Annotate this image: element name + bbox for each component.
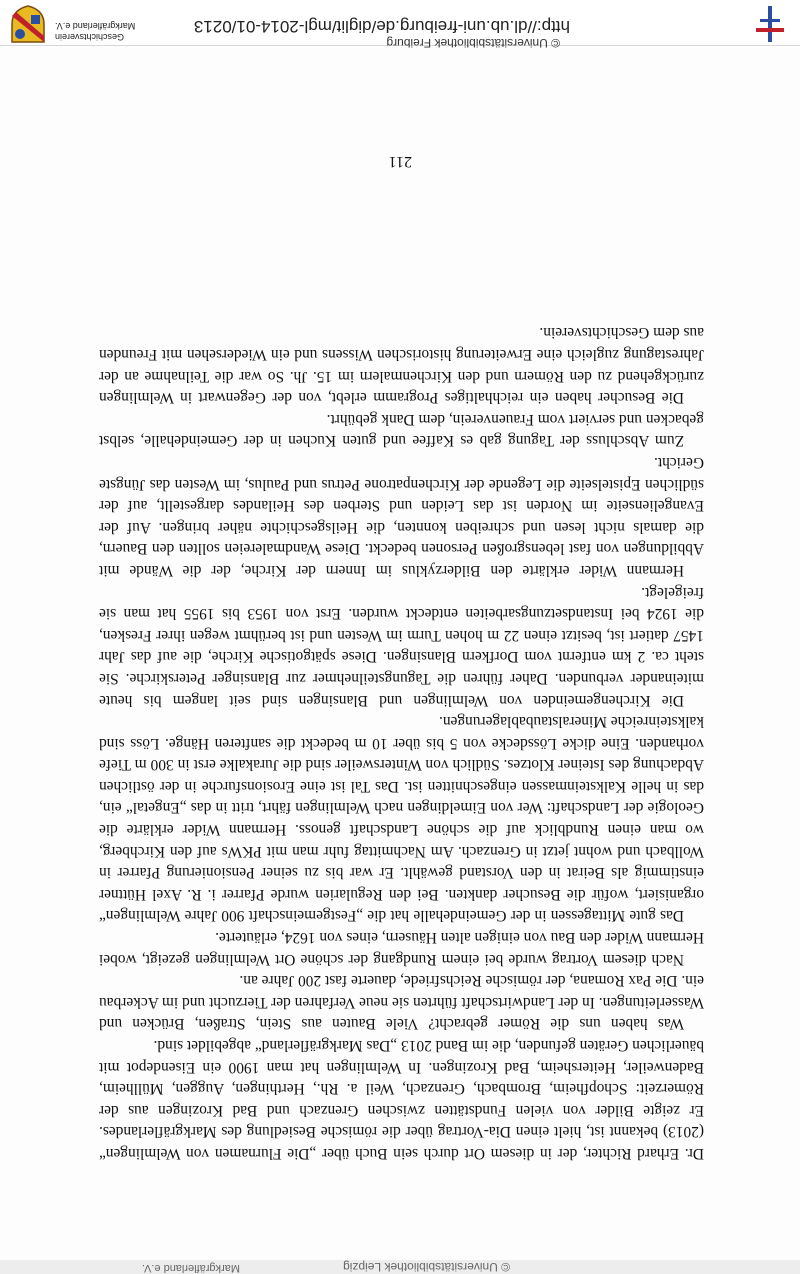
- paragraph: Das gute Mittagessen in der Gemeindehalle hat die „Festgemeinschaft 900 Jahre Welmlingen“ organisiert, wofür die Besucher dankten. Bei den Regularien wurde Pfarrer i. R. Axel Hüttner einstimmig als Beirat in den Vorstand gewählt. Er war bis zu seiner Pensionierung Pfarrer in Wollbach und wohnt jetzt in Grenzach. Am Nachmittag fuhr man mit PKWs auf den Kirchberg, wo man einen Rundblick auf die schöne Landschaft genoss. Hermann Wider erklärte die Geologie der Landschaft: Wer von Eimeldingen nach Welmlingen fährt, tritt in das „Engetal“ ein, das in helle Kalksteinmassen eingeschnitten ist. Das Tal ist eine Erosionsfurche in der östlichen Abdachung des Isteiner Klotzes. Südlich von Wintersweiler sind die Jurakalke erst in 300 m Tiefe vorhanden. Eine dicke Lössdecke von 5 bis über 10 m bedeckt die sanfteren Hänge. Löss sind kalksteinreiche Mineralstaubablagerungen.: [99, 713, 704, 925]
- bottom-strip-copyright: © Universitätsbibliothek Leipzig: [343, 1260, 510, 1274]
- paragraph: Was haben uns die Römer gebracht? Viele Bauten aus Stein, Straßen, Brücken und Wasserleitungen. In der Landwirtschaft führten sie neue Verfahren der Tierzucht und im Ackerbau ein. Die Pax Romana, der römische Reichsfriede, dauerte fast 200 Jahre an.: [99, 972, 704, 1033]
- page-body: [99, 322, 704, 1164]
- paragraph: Die Kirchengemeinden von Welmlingen und Blansingen sind seit langem bis heute miteinander verbunden. Daher führen die Tagungsteilnehmer zur Blansinger Peterskirche. Sie steht ca. 2 km entfernt vom Dorfkern Blansingen. Diese spätgotische Kirche, die auf das Jahr 1457 datiert ist, besitzt einen 22 m hohen Turm im Westen und ist berühmt wegen ihrer Fresken, die 1924 bei Instandsetzungsarbeiten entdeckt wurden. Erst von 1953 bis 1955 hat man sie freigelegt.: [99, 583, 704, 709]
- page-url-link[interactable]: http://dl.ub.uni-freiburg.de/diglit/mgl-2014-01/0213: [193, 17, 570, 36]
- bottom-strip: [0, 1260, 800, 1274]
- bottom-strip-society: Markgräflerland e.V.: [141, 1262, 240, 1274]
- coat-of-arms-icon: [8, 4, 48, 46]
- page-number: 211: [388, 153, 412, 170]
- paragraph: Dr. Erhard Richter, der in diesem Ort durch sein Buch über „Die Flurnamen von Welmlingen“ (2013) bekannt ist, hielt einen Dia-Vortrag über die römische Besiedlung des Markgräflerlandes. Er zeigte Bilder von vielen Fundstätten zwischen Grenzach und Bad Krozingen aus der Römerzeit: Schopfheim, Brombach, Grenzach, Weil a. Rh., Herthingen, Auggen, Müllheim, Badenweiler, Heitersheim, Bad Krozingen. In Welmlingen hat man 1900 ein Eisendepot mit bäuerlichen Geräten gefunden, die im Band 2013 „Das Markgräflerland“ abgebildet sind.: [99, 1037, 704, 1162]
- paragraph: Hermann Wider erklärte den Bilderzyklus im Innern der Kirche, der die Wände mit Abbildungen von fast lebensgroßen Personen bedeckt. Diese Wandmalereien sollten den Bauern, die damals nicht lesen und schreiben konnten, die Heilsgeschichte näher bringen. Auf der Evangelienseite im Norden ist das Leiden und Sterben des Heilandes dargestellt, auf der südlichen Epistelseite die Legende der Kirchenpatrone Petrus und Paulus, im Westen das Jüngste Gericht.: [99, 454, 704, 579]
- paragraph: Zum Abschluss der Tagung gab es Kaffee und guten Kuchen in der Gemeindehalle, selbst gebacken und serviert vom Frauenverein, dem Dank gebührt.: [99, 410, 704, 450]
- society-label: Geschichtsverein Markgräflerland e.V.: [55, 21, 136, 42]
- paragraph: Nach diesem Vortrag wurde bei einem Rundgang der schöne Ort Welmlingen gezeigt, wobei Hermann Wider den Bau von einigen alten Häusern, eines von 1624, erläuterte.: [99, 929, 704, 968]
- library-credit: © Universitätsbibliothek Freiburg: [386, 36, 560, 50]
- paragraph: Die Besucher haben ein reichhaltiges Programm erlebt, von der Gegenwart in Welmlingen zurückgehend zu den Römern und den Kirchenmalern im 15. Jh. So war die Teilnahme an der Jahrestagung zugleich eine Erweiterung historischen Wissens und ein Wiedersehen mit Freunden aus dem Geschichtsverein.: [99, 324, 704, 407]
- menu-icon[interactable]: [750, 2, 790, 46]
